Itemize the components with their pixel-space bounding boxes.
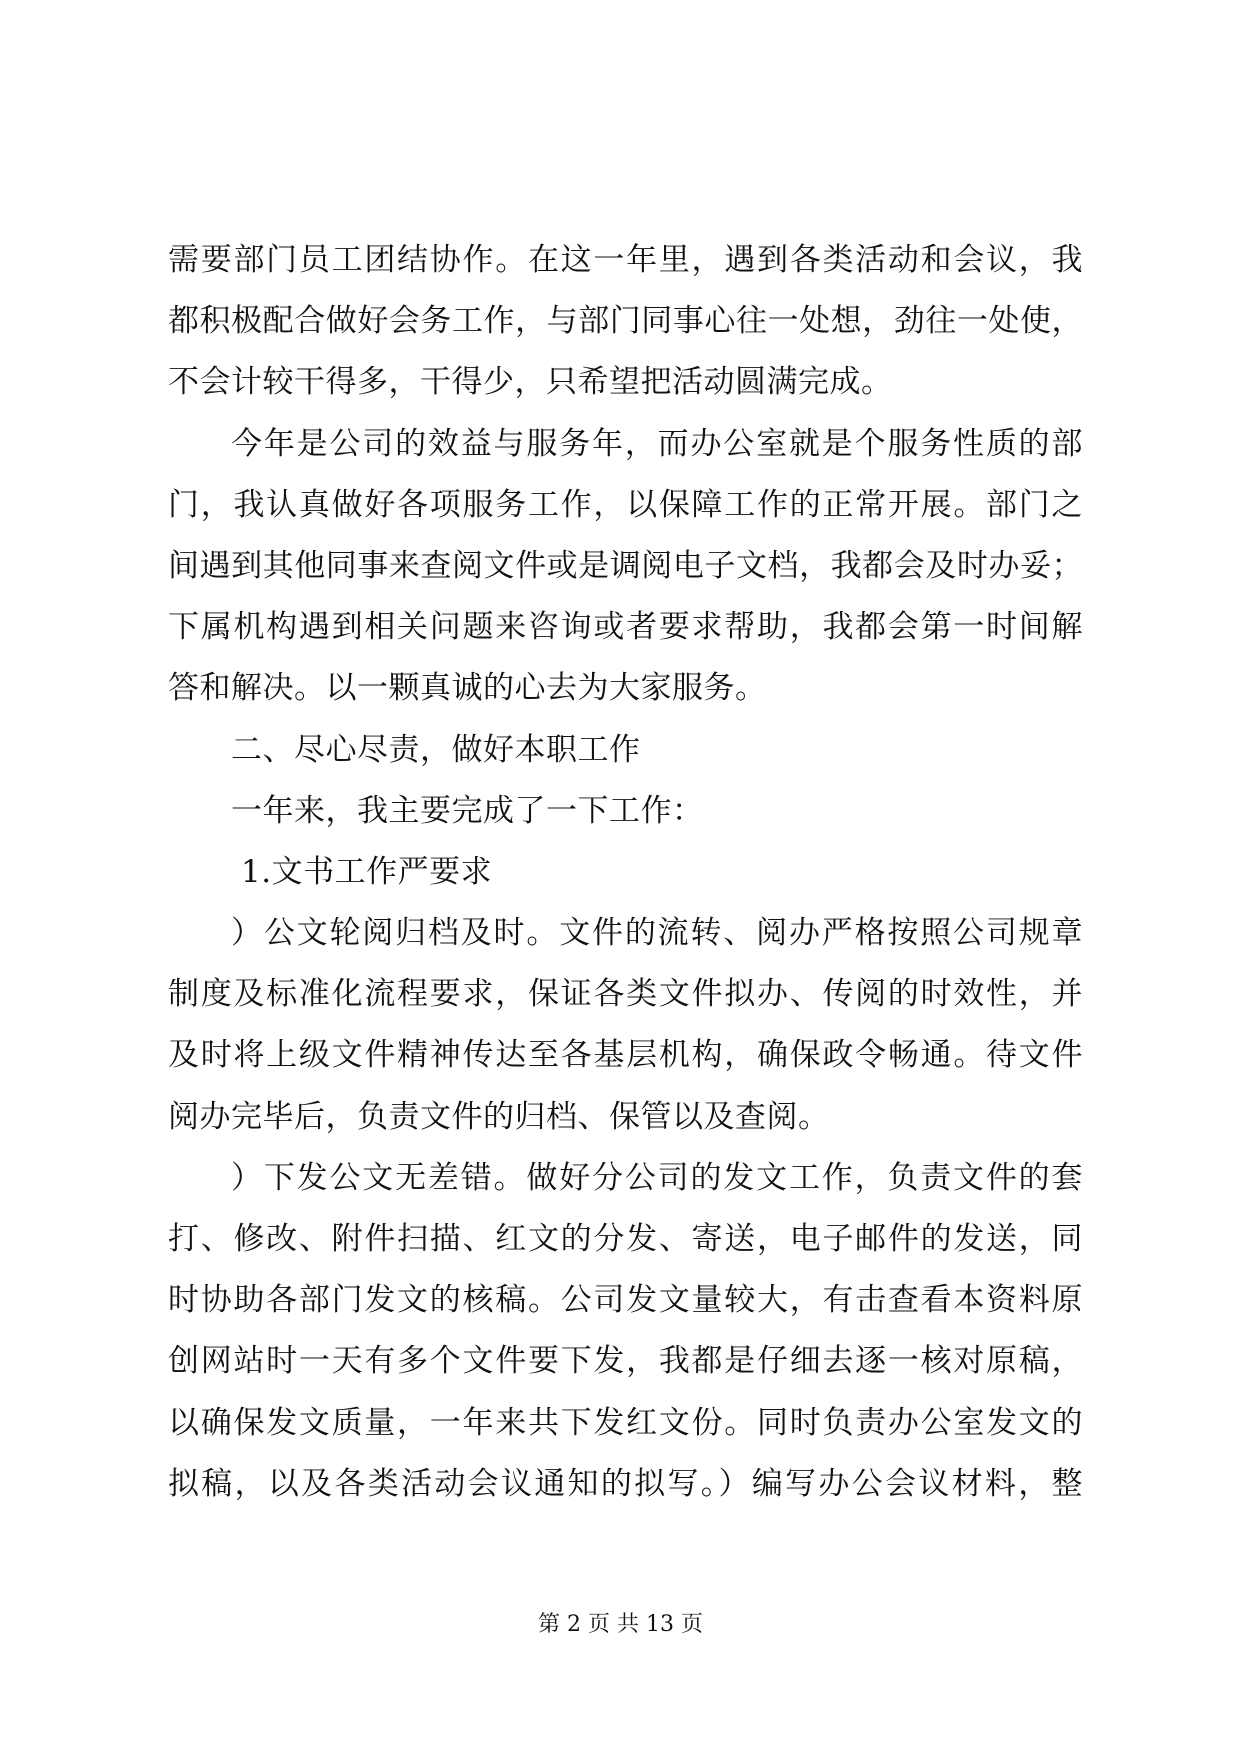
text-line: 创网站时一天有多个文件要下发，我都是仔细去逐一核对原稿， xyxy=(168,1343,1083,1380)
text-line: 制度及标准化流程要求，保证各类文件拟办、传阅的时效性，并 xyxy=(168,976,1083,1013)
text-line: 阅办完毕后，负责文件的归档、保管以及查阅。 xyxy=(168,1098,830,1135)
text-line: 需要部门员工团结协作。在这一年里，遇到各类活动和会议，我 xyxy=(168,242,1083,278)
paragraph-first-line: ）公文轮阅归档及时。文件的流转、阅办严格按照公司规章 xyxy=(231,915,1083,952)
paragraph-first-line: ）下发公文无差错。做好分公司的发文工作，负责文件的套 xyxy=(231,1159,1083,1196)
text-line: 下属机构遇到相关问题来咨询或者要求帮助，我都会第一时间解 xyxy=(168,609,1083,646)
text-line: 打、修改、附件扫描、红文的分发、寄送，电子邮件的发送，同 xyxy=(168,1221,1083,1257)
text-line: 门，我认真做好各项服务工作，以保障工作的正常开展。部门之 xyxy=(168,486,1083,523)
document-body xyxy=(168,230,1083,1515)
text-line: 以确保发文质量，一年来共下发红文份。同时负责办公室发文的 xyxy=(168,1404,1083,1441)
text-line: 时协助各部门发文的核稿。公司发文量较大，有击查看本资料原 xyxy=(168,1282,1083,1319)
text-line: 不会计较干得多，干得少，只希望把活动圆满完成。 xyxy=(168,364,893,401)
text-line: 拟稿，以及各类活动会议通知的拟写。）编写办公会议材料，整 xyxy=(168,1465,1083,1502)
text-line: 间遇到其他同事来查阅文件或是调阅电子文档，我都会及时办妥； xyxy=(168,547,1083,584)
section-heading: 二、尽心尽责，做好本职工作 xyxy=(231,731,641,768)
text-line: 都积极配合做好会务工作，与部门同事心往一处想，劲往一处使， xyxy=(168,303,1083,340)
text-line: 答和解决。以一颗真诚的心去为大家服务。 xyxy=(168,670,767,707)
page-number-footer: 第 2 页 共 13 页 xyxy=(538,1612,703,1637)
subsection-heading: 1.文书工作严要求 xyxy=(241,853,493,890)
paragraph-first-line: 今年是公司的效益与服务年，而办公室就是个服务性质的部 xyxy=(231,425,1083,462)
text-line: 及时将上级文件精神传达至各基层机构，确保政令畅通。待文件 xyxy=(168,1037,1083,1074)
paragraph-first-line: 一年来，我主要完成了一下工作： xyxy=(231,792,704,829)
